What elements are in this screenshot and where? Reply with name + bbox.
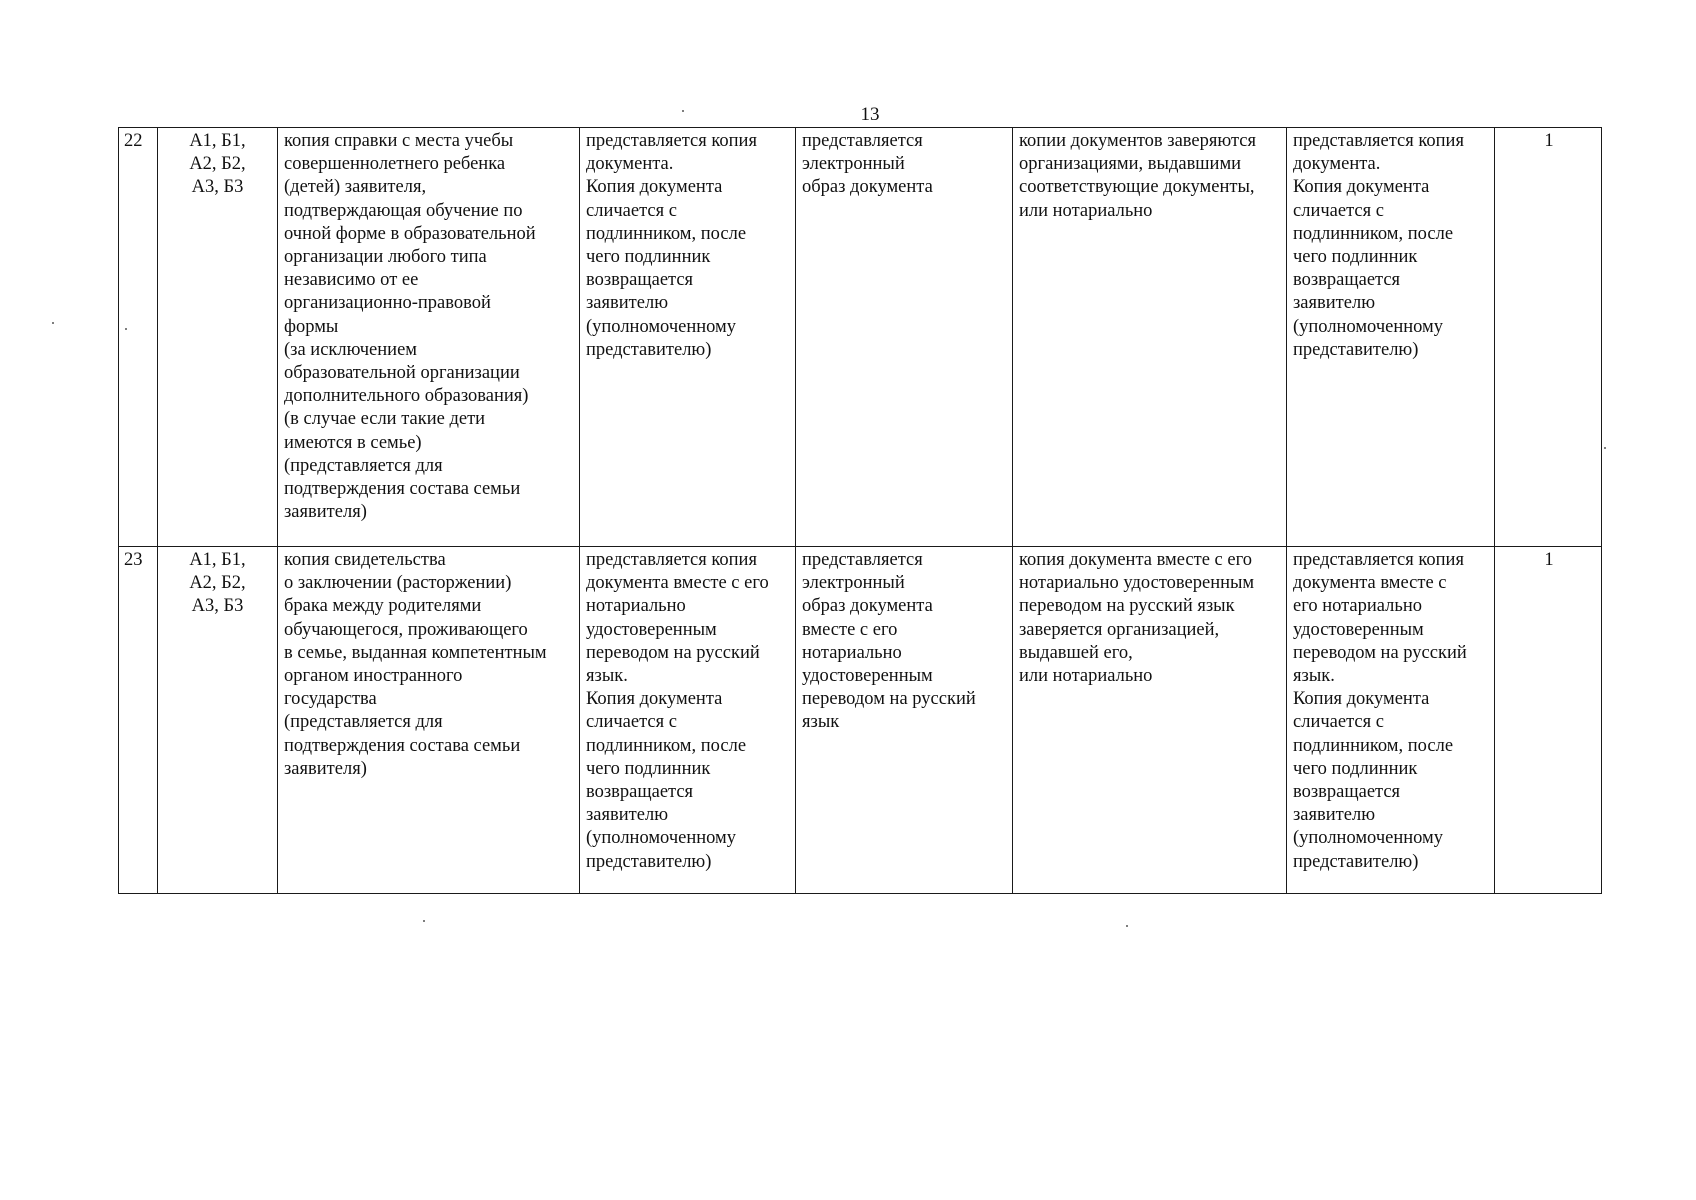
scan-speck (125, 328, 127, 330)
applicant-codes-cell: А1, Б1, А2, Б2, А3, Б3 (158, 547, 278, 894)
scan-speck (1604, 447, 1606, 449)
applicant-codes-cell: А1, Б1, А2, Б2, А3, Б3 (158, 128, 278, 547)
row-number-cell: 22 (119, 128, 158, 547)
row-number-cell: 23 (119, 547, 158, 894)
submission-in-person-cell: представляется копия документа вместе с его нотариально удостоверенным переводом на русский язык. Копия документа сличается с подлинником, после чего подлинник возвращается заявителю (уполномоченному представителю) (580, 547, 796, 894)
copies-count-cell: 1 (1495, 128, 1602, 547)
page-number: 13 (860, 104, 880, 125)
certification-cell: копии документов заверяются организациями, выдавшими соответствующие документы, или нотариально (1013, 128, 1287, 547)
documents-table (118, 127, 1602, 894)
table-row (119, 128, 1602, 547)
submission-mfc-cell: представляется копия документа. Копия документа сличается с подлинником, после чего подлинник возвращается заявителю (уполномоченному представителю) (1287, 128, 1495, 547)
scan-speck (52, 322, 54, 324)
submission-electronic-cell: представляется электронный образ документа (796, 128, 1013, 547)
document-name-cell: копия свидетельства о заключении (расторжении) брака между родителями обучающегося, проживающего в семье, выданная компетентным органом иностранного государства (представляется для подтверждения состава семьи заявителя) (278, 547, 580, 894)
table-row (119, 547, 1602, 894)
submission-electronic-cell: представляется электронный образ документа вместе с его нотариально удостоверенным переводом на русский язык (796, 547, 1013, 894)
scan-speck (1126, 925, 1128, 927)
document-name-cell: копия справки с места учебы совершеннолетнего ребенка (детей) заявителя, подтверждающая обучение по очной форме в образовательной организации любого типа независимо от ее организационно-правовой формы (за исключением образовательной организации дополнительного образования) (в случае если такие дети имеются в семье) (представляется для подтверждения состава семьи заявителя) (278, 128, 580, 547)
submission-in-person-cell: представляется копия документа. Копия документа сличается с подлинником, после чего подлинник возвращается заявителю (уполномоченному представителю) (580, 128, 796, 547)
submission-mfc-cell: представляется копия документа вместе с его нотариально удостоверенным переводом на русский язык. Копия документа сличается с подлинником, после чего подлинник возвращается заявителю (уполномоченному представителю) (1287, 547, 1495, 894)
scan-speck (423, 920, 425, 922)
scan-speck (682, 110, 684, 112)
certification-cell: копия документа вместе с его нотариально удостоверенным переводом на русский язык заверяется организацией, выдавшей его, или нотариально (1013, 547, 1287, 894)
copies-count-cell: 1 (1495, 547, 1602, 894)
